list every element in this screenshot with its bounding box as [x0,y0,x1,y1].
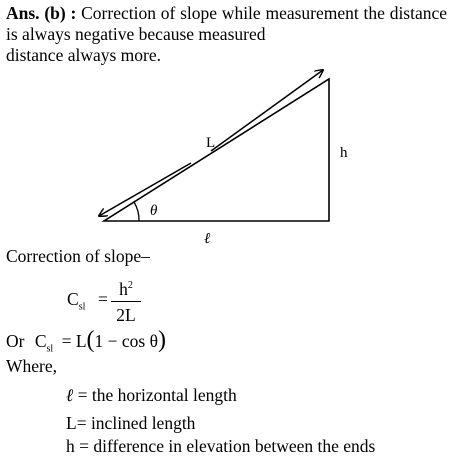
label-h: h [340,145,348,161]
triangle-shape [104,79,329,221]
answer-prefix: Ans. [6,3,40,23]
equals-sign-2: = [61,331,72,351]
c-symbol-2: C [34,331,47,351]
or-label: Or [6,331,25,351]
label-theta: θ [150,203,158,219]
numerator-exp: 2 [127,280,133,291]
def-text-L: = inclined length [76,413,196,433]
sl-subscript-2: sl [46,343,54,355]
definition-row-3 [66,436,447,457]
label-horizontal-length: ℓ [204,231,211,247]
label-L: L [206,135,216,151]
def-symbol-l: ℓ [66,385,74,405]
def-text-h: = difference in elevation between the ends [79,436,376,456]
denominator-2L: 2L [116,305,136,325]
definition-row-2 [66,413,195,434]
fraction-bar [111,301,141,302]
inclined-length-arrow [211,70,323,151]
def-symbol-L: L [66,413,77,433]
alt-rhs-inner: 1 − cos θ [94,331,158,351]
where-label: Where, [6,356,58,376]
c-symbol: C [67,289,79,309]
def-text-l: = the horizontal length [77,385,237,405]
answer-option: (b) : [44,3,77,23]
inclined-length-arrow-lower [99,163,191,216]
angle-arc [134,202,139,221]
alt-rhs-L: L [75,331,87,351]
formula-alternate: Or $C_{sl} = L(1 - \cos \theta)$ [6,327,166,355]
slope-triangle-diagram [95,63,355,247]
numerator-h: h [119,279,128,299]
sl-subscript: sl [78,301,86,313]
equals-sign: = [98,289,108,309]
answer-text-line2: distance is always negative because measured [6,3,448,44]
formula-fraction [67,276,167,328]
answer-text-line3: distance always more. [6,45,162,65]
definition-row-1 [66,385,237,406]
correction-heading: Correction of slope– [6,246,150,266]
answer-text-line1: Correction of slope while measurement the [81,3,385,23]
answer-paragraph [6,3,447,66]
def-symbol-h: h [66,436,75,456]
